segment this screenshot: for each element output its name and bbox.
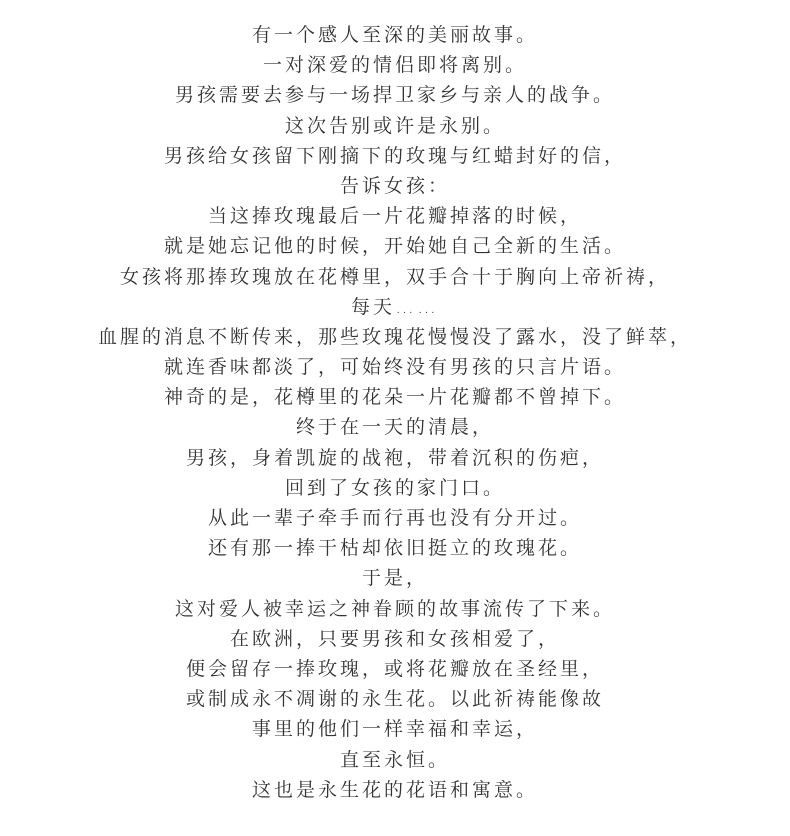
story-line: 或制成永不凋谢的永生花。以此祈祷能像故 — [185, 688, 604, 711]
story-line: 有一个感人至深的美丽故事。 — [251, 24, 538, 46]
story-line: 当这捧玫瑰最后一片花瓣掉落的时候， — [207, 205, 582, 228]
story-line: 便会留存一捧玫瑰，或将花瓣放在圣经里， — [185, 657, 604, 680]
story-line: 这也是永生花的花语和寓意。 — [251, 778, 538, 801]
story-line: 告诉女孩： — [339, 174, 450, 197]
story-text — [0, 20, 790, 805]
story-line: 一对深爱的情侣即将离别。 — [262, 54, 527, 77]
story-line: 终于在一天的清晨， — [295, 416, 494, 439]
story-line: 直至永恒。 — [339, 748, 450, 771]
story-line: 于是， — [361, 567, 428, 590]
story-line: 在欧洲，只要男孩和女孩相爱了， — [229, 627, 560, 650]
story-line: 还有那一捧干枯却依旧挺立的玫瑰花。 — [207, 537, 582, 560]
story-line: 男孩，身着凯旋的战袍，带着沉积的伤疤， — [185, 446, 604, 469]
story-line: 男孩给女孩留下刚摘下的玫瑰与红蜡封好的信， — [163, 144, 626, 167]
story-line: 男孩需要去参与一场捍卫家乡与亲人的战争。 — [174, 84, 615, 107]
story-line: 从此一辈子牵手而行再也没有分开过。 — [207, 507, 582, 529]
story-line: 每天…… — [350, 295, 439, 318]
story-line: 女孩将那捧玫瑰放在花樽里，双手合十于胸向上帝祈祷， — [119, 265, 670, 288]
story-line: 神奇的是，花樽里的花朵一片花瓣都不曾掉下。 — [163, 386, 626, 409]
story-line: 这对爱人被幸运之神眷顾的故事流传了下来。 — [174, 597, 615, 620]
story-line: 回到了女孩的家门口。 — [284, 476, 505, 499]
story-line: 就是她忘记他的时候，开始她自己全新的生活。 — [163, 235, 626, 258]
story-line: 就连香味都淡了，可始终没有男孩的只言片语。 — [163, 356, 626, 379]
story-line: 这次告别或许是永别。 — [284, 114, 505, 137]
story-line: 血腥的消息不断传来，那些玫瑰花慢慢没了露水，没了鲜萃， — [97, 325, 692, 348]
story-line: 事里的他们一样幸福和幸运， — [251, 718, 538, 741]
